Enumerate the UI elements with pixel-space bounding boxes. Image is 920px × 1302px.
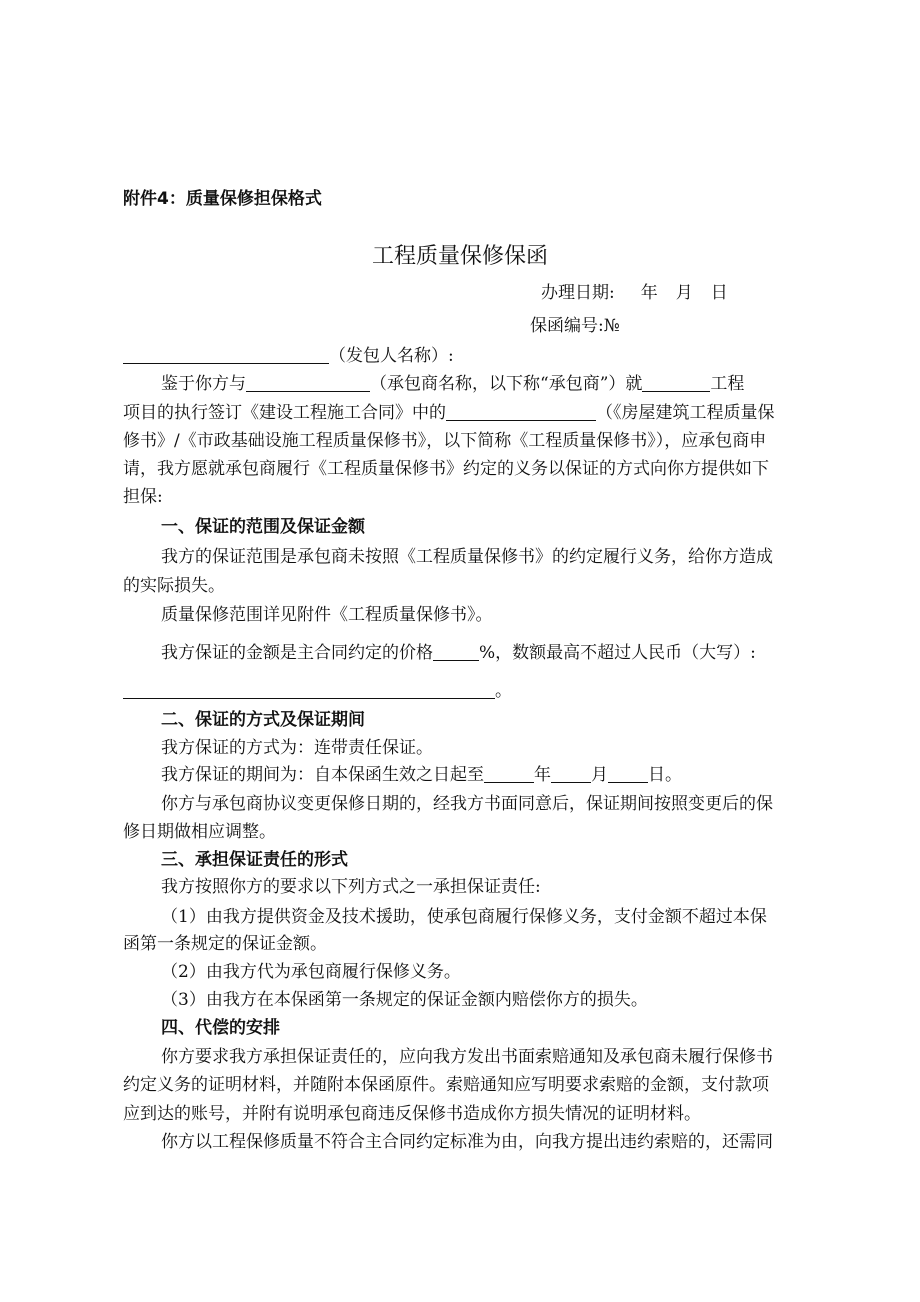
date-line	[541, 282, 728, 304]
section-1-text: 。	[495, 681, 512, 701]
section-2-line: 我方保证的方式为：连带责任保证。	[161, 738, 433, 758]
project-blank	[642, 375, 710, 392]
section-1-text: %，数额最高不超过人民币（大写）:	[479, 643, 756, 663]
addressee-suffix: （发包人名称）:	[329, 346, 454, 366]
section-3-line: （2）由我方代为承包商履行保修义务。	[161, 962, 461, 982]
section-1-heading: 一、保证的范围及保证金额	[161, 517, 365, 537]
section-2-text: 日。	[648, 765, 682, 785]
section-1-line: 我方的保证范围是承包商未按照《工程质量保修书》的约定履行义务，给你方造成	[161, 547, 773, 567]
intro-line-3: 修书》/《市政基础设施工程质量保修书》，以下简称《工程质量保修书》），应承包商申	[123, 431, 767, 451]
section-4-line: 你方要求我方承担保证责任的，应向我方发出书面索赔通知及承包商未履行保修书	[161, 1047, 773, 1067]
date-label: 办理日期:	[541, 283, 615, 303]
section-2-heading: 二、保证的方式及保证期间	[161, 710, 365, 730]
section-2-text: 月	[591, 765, 608, 785]
number-label: 保函编号:	[530, 316, 604, 336]
section-3-line: 我方按照你方的要求以下列方式之一承担保证责任:	[161, 877, 541, 897]
intro-text: （《房屋建筑工程质量保	[596, 403, 775, 423]
month-blank	[551, 766, 591, 783]
intro-text: 工程	[710, 374, 745, 394]
intro-text: 鉴于你方与	[161, 374, 246, 394]
number-line	[530, 315, 620, 337]
year-blank	[484, 766, 534, 783]
section-4-line: 应到达的账号，并附有说明承包商违反保修书造成你方损失情况的证明材料。	[123, 1104, 701, 1124]
section-2-period-line	[161, 764, 682, 786]
addressee-line	[123, 345, 454, 367]
section-2-line: 你方与承包商协议变更保修日期的，经我方书面同意后，保证期间按照变更后的保	[161, 794, 773, 814]
day-blank	[608, 766, 648, 783]
date-year: 年	[640, 283, 658, 303]
section-4-line: 约定义务的证明材料，并随附本保函原件。索赔通知应写明要求索赔的金额，支付款项	[123, 1075, 769, 1095]
number-symbol: №	[603, 316, 620, 336]
section-2-line: 修日期做相应调整。	[123, 822, 276, 842]
section-3-line: 函第一条规定的保证金额。	[123, 934, 327, 954]
addressee-blank	[123, 347, 329, 364]
intro-text: 项目的执行签订《建设工程施工合同》中的	[123, 403, 446, 423]
section-2-text: 年	[534, 765, 551, 785]
contractor-blank	[246, 375, 370, 392]
section-3-heading: 三、承担保证责任的形式	[161, 850, 348, 870]
section-1-line: 的实际损失。	[123, 576, 225, 596]
intro-line-5: 担保:	[123, 487, 163, 507]
document-title: 工程质量保修保函	[371, 244, 548, 269]
section-1-text: 我方保证的金额是主合同约定的价格	[161, 643, 433, 663]
section-1-amount-line	[161, 642, 756, 664]
intro-line-4: 请，我方愿就承包商履行《工程质量保修书》约定的义务以保证的方式向你方提供如下	[123, 459, 769, 479]
warranty-doc-blank	[446, 404, 596, 421]
percentage-blank	[433, 644, 479, 661]
attachment-heading: 附件4：质量保修担保格式	[123, 189, 322, 209]
amount-words-line	[123, 680, 512, 702]
date-month: 月	[675, 283, 693, 303]
date-day: 日	[710, 283, 728, 303]
intro-line-1	[161, 373, 744, 395]
section-2-text: 我方保证的期间为：自本保函生效之日起至	[161, 765, 484, 785]
section-4-line: 你方以工程保修质量不符合主合同约定标准为由，向我方提出违约索赔的，还需同	[161, 1132, 773, 1152]
section-4-heading: 四、代偿的安排	[161, 1018, 280, 1038]
intro-line-2	[123, 402, 775, 424]
intro-text: （承包商名称，以下称“承包商”）就	[370, 374, 643, 394]
amount-words-blank	[123, 682, 495, 699]
section-1-line: 质量保修范围详见附件《工程质量保修书》。	[161, 605, 493, 625]
section-3-line: （1）由我方提供资金及技术援助，使承包商履行保修义务，支付金额不超过本保	[161, 907, 767, 927]
section-3-line: （3）由我方在本保函第一条规定的保证金额内赔偿你方的损失。	[161, 990, 648, 1010]
